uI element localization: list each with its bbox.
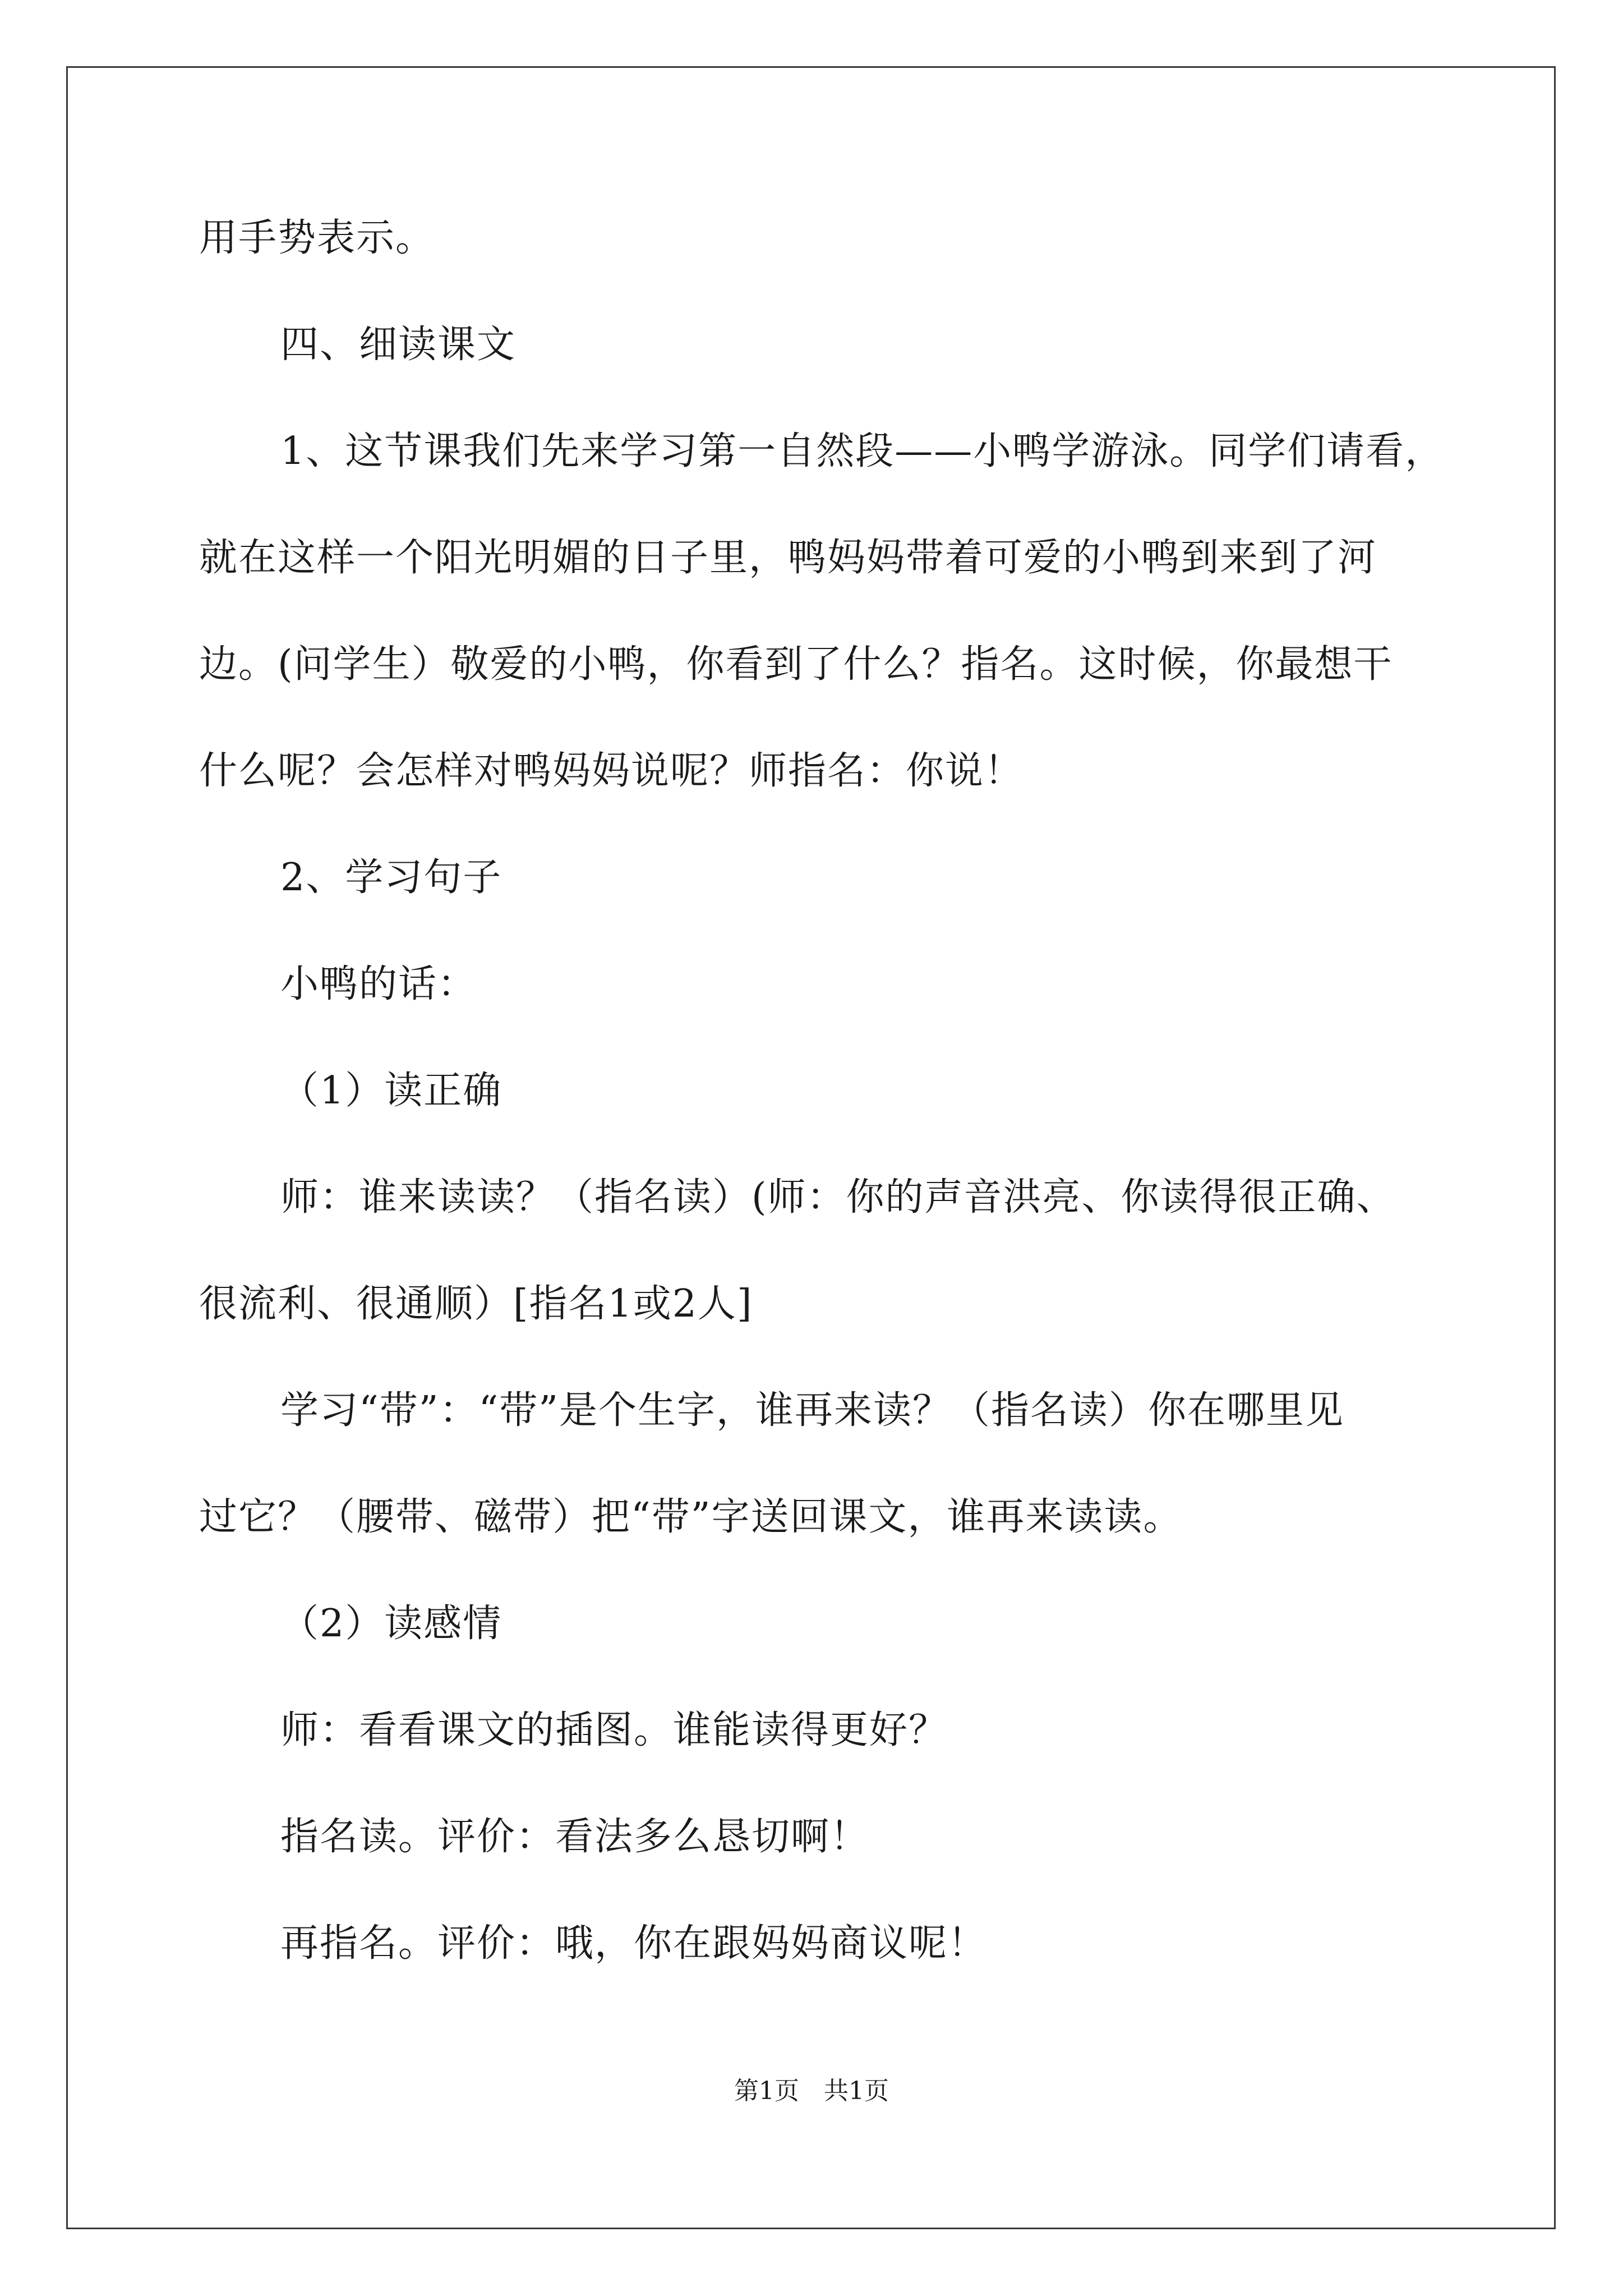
text-line: 小鸭的话： — [280, 962, 477, 1006]
section-heading: 四、细读课文 — [280, 323, 517, 367]
text-line: 再指名。评价：哦，你在跟妈妈商议呢！ — [280, 1921, 988, 1966]
text-line: 师：看看课文的插图。谁能读得更好？ — [280, 1708, 948, 1752]
text-line: 1、这节课我们先来学习第一自然段——小鸭学游泳。同学们请看， — [280, 429, 1445, 473]
subsection-heading: （1）读正确 — [280, 1069, 502, 1113]
text-line: 边。(问学生）敬爱的小鸭，你看到了什么？指名。这时候，你最想干 — [199, 642, 1393, 687]
text-line: 就在这样一个阳光明媚的日子里，鸭妈妈带着可爱的小鸭到来到了河 — [199, 536, 1377, 580]
subsection-heading: （2）读感情 — [280, 1602, 502, 1646]
text-line: 用手势表示。 — [199, 216, 435, 260]
text-line: 很流利、很通顺）[指名1或2人] — [199, 1282, 753, 1326]
page-border — [66, 66, 1556, 2229]
text-line: 过它？（腰带、磁带）把“带”字送回课文，谁再来读读。 — [199, 1495, 1183, 1539]
text-line: 什么呢？会怎样对鸭妈妈说呢？师指名：你说！ — [199, 749, 1024, 793]
text-line: 师：谁来读读？（指名读）(师：你的声音洪亮、你读得很正确、 — [280, 1175, 1396, 1220]
page-footer: 第1页 共1页 — [734, 2077, 889, 2105]
text-line: 指名读。评价：看法多么恳切啊！ — [280, 1815, 870, 1859]
text-line: 学习“带”：“带”是个生字，谁再来读？（指名读）你在哪里见 — [280, 1388, 1345, 1433]
subsection-heading: 2、学习句子 — [280, 855, 502, 900]
